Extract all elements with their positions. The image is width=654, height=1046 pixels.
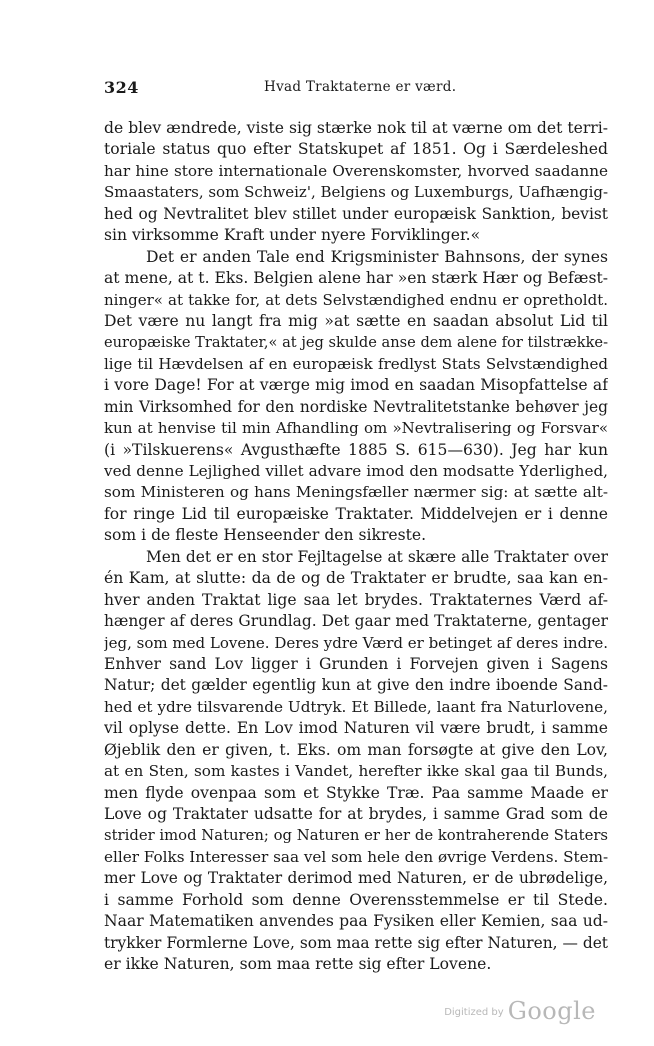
running-title: Hvad Traktaterne er værd. bbox=[264, 79, 457, 95]
text-line: strider imod Naturen; og Naturen er her de kontraherende Staters bbox=[104, 827, 608, 845]
text-line: de blev ændrede, viste sig stærke nok til at værne om det terri- bbox=[104, 119, 608, 137]
text-line: sin virksomme Kraft under nyere Forviklinger.« bbox=[104, 226, 481, 245]
text-line: jeg, som med Lovene. Deres ydre Værd er betinget af deres indre. bbox=[104, 633, 608, 652]
text-line: som Ministeren og hans Meningsfæller nærmer sig: at sætte alt- bbox=[104, 483, 608, 502]
digitized-by-label: Digitized by bbox=[444, 1007, 504, 1018]
text-line: min Virksomhed for den nordiske Nevtralitetstanke behøver jeg bbox=[104, 397, 608, 416]
text-line: at mene, at t. Eks. Belgien alene har »en stærk Hær og Befæst- bbox=[104, 269, 608, 288]
text-line: ninger« at takke for, at dets Selvstændighed endnu er opretholdt. bbox=[104, 290, 608, 309]
text-line: Love og Traktater udsatte for at brydes, i samme Grad som de bbox=[104, 805, 608, 823]
text-line: Smaastaters, som Schweiz', Belgiens og Luxemburgs, Uafhængig- bbox=[104, 183, 608, 202]
text-line: Natur; det gælder egentlig kun at give den indre iboende Sand- bbox=[104, 676, 608, 695]
text-line: Enhver sand Lov ligger i Grunden i Forvejen given i Sagens bbox=[104, 654, 608, 673]
page-number: 324 bbox=[104, 78, 139, 97]
text-line: toriale status quo efter Statskupet af 1851. Og i Særdeleshed bbox=[104, 140, 608, 159]
digitization-watermark bbox=[444, 994, 596, 1024]
text-line: har hine store internationale Overenskomster, hvorved saadanne bbox=[104, 161, 608, 180]
google-logo: Google bbox=[507, 997, 596, 1025]
text-line: hænger af deres Grundlag. Det gaar med Traktaterne, gentager bbox=[104, 612, 608, 631]
text-line: i vore Dage! For at værge mig imod en saadan Misopfattelse af bbox=[104, 376, 608, 395]
text-line: Øjeblik den er given, t. Eks. om man forsøgte at give den Lov, bbox=[104, 740, 608, 759]
text-line: for ringe Lid til europæiske Traktater. Middelvejen er i denne bbox=[104, 504, 608, 523]
text-line: hed og Nevtralitet blev stillet under europæisk Sanktion, bevist bbox=[104, 204, 608, 223]
body-text bbox=[104, 118, 608, 976]
text-line: som i de fleste Henseender den sikreste. bbox=[104, 526, 427, 545]
text-line: ved denne Lejlighed villet advare imod den modsatte Yderlighed, bbox=[104, 462, 608, 480]
text-line: at en Sten, som kastes i Vandet, herefter ikke skal gaa til Bunds, bbox=[104, 762, 608, 781]
text-line: Naar Matematiken anvendes paa Fysiken eller Kemien, saa ud- bbox=[104, 912, 608, 931]
text-line: er ikke Naturen, som maa rette sig efter Lovene. bbox=[104, 955, 492, 974]
text-line: hed et ydre tilsvarende Udtryk. Et Billede, laant fra Naturlovene, bbox=[104, 697, 608, 716]
text-line: eller Folks Interesser saa vel som hele den øvrige Verdens. Stem- bbox=[104, 847, 608, 866]
text-line: (i »Tilskuerens« Avgusthæfte 1885 S. 615—630). Jeg har kun bbox=[104, 440, 608, 459]
text-line: Det være nu langt fra mig »at sætte en saadan absolut Lid til bbox=[104, 311, 608, 330]
text-line: kun at henvise til min Afhandling om »Nevtralisering og Forsvar« bbox=[104, 419, 608, 438]
text-line: lige til Hævdelsen af en europæisk fredlyst Stats Selvstændighed bbox=[104, 354, 608, 373]
text-line: én Kam, at slutte: da de og de Traktater er brudte, saa kan en- bbox=[104, 569, 608, 588]
text-line: Men det er en stor Fejltagelse at skære alle Traktater over bbox=[146, 547, 608, 566]
text-line: europæiske Traktater,« at jeg skulde anse dem alene for tilstrække- bbox=[104, 334, 608, 352]
text-line: i samme Forhold som denne Overensstemmelse er til Stede. bbox=[104, 890, 608, 909]
text-line: trykker Formlerne Love, som maa rette sig efter Naturen, — det bbox=[104, 933, 608, 952]
text-line: vil oplyse dette. En Lov imod Naturen vil være brudt, i samme bbox=[104, 719, 608, 738]
running-head bbox=[104, 78, 608, 98]
text-line: mer Love og Traktater derimod med Naturen, er de ubrødelige, bbox=[104, 869, 608, 888]
text-line: Det er anden Tale end Krigsminister Bahnsons, der synes bbox=[146, 247, 608, 266]
text-line: hver anden Traktat lige saa let brydes. Traktaternes Værd af- bbox=[104, 590, 608, 609]
text-line: men flyde ovenpaa som et Stykke Træ. Paa samme Maade er bbox=[104, 783, 608, 802]
